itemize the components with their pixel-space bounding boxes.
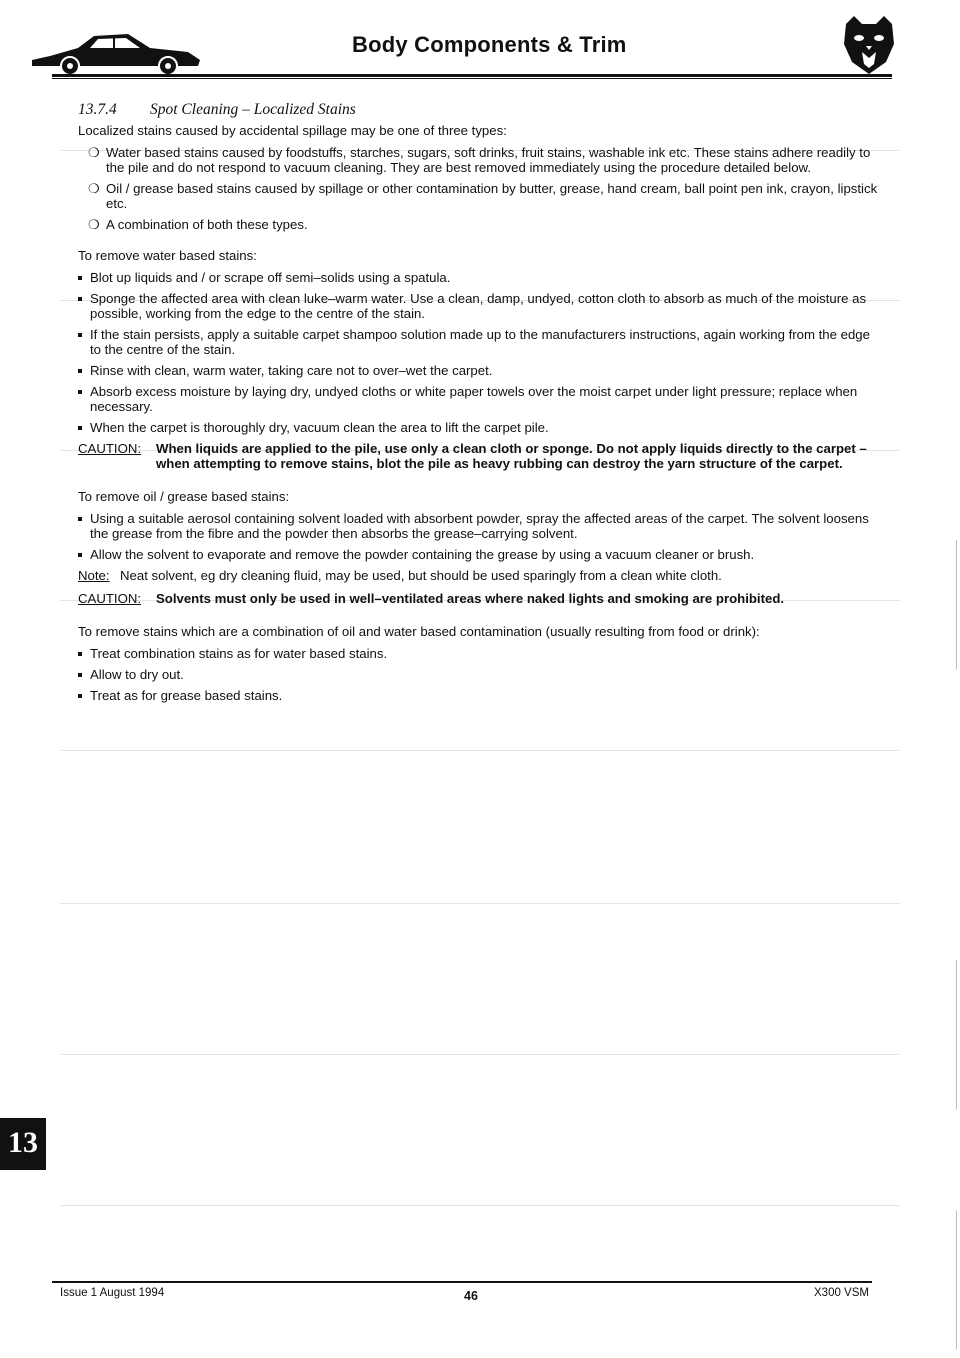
- scan-edge: [956, 540, 957, 670]
- page-number: 46: [464, 1289, 478, 1303]
- caution-text: When liquids are applied to the pile, use only a clean cloth or sponge. Do not apply liquids directly to the carpet – when attempting to remove stains, blot the pile as heavy rubbing can destroy the yarn structure of the carpet.: [156, 441, 867, 471]
- scan-edge: [956, 960, 957, 1110]
- stain-type-item: ❍ A combination of both these types.: [88, 217, 308, 232]
- stain-type-item: ❍ Water based stains caused by foodstuffs, starches, sugars, soft drinks, fruit stains, washable ink etc. These stains adhere readily to the pile and do not respond to vacuum cleaning. They are best removed immediately using the procedure detailed below.: [88, 145, 871, 175]
- square-bullet-icon: [78, 426, 82, 430]
- document-body: [78, 102, 878, 709]
- water-intro: To remove water based stains:: [78, 248, 257, 263]
- footer-issue: Issue 1 August 1994: [60, 1287, 165, 1299]
- scan-line: [60, 750, 900, 751]
- car-logo-icon: [30, 26, 202, 76]
- square-bullet-icon: [78, 297, 82, 301]
- square-bullet-icon: [78, 673, 82, 677]
- hollow-bullet-icon: ❍: [88, 145, 100, 160]
- section-number: 13.7.4: [78, 101, 117, 118]
- note-block: [78, 568, 878, 583]
- square-bullet-icon: [78, 694, 82, 698]
- square-bullet-icon: [78, 517, 82, 521]
- square-bullet-icon: [78, 369, 82, 373]
- section-intro: Localized stains caused by accidental spillage may be one of three types:: [78, 123, 507, 138]
- section-title: Spot Cleaning – Localized Stains: [150, 101, 356, 118]
- header-rule: [52, 74, 892, 77]
- oil-intro: To remove oil / grease based stains:: [78, 489, 290, 504]
- caution-block: [78, 441, 878, 471]
- hollow-bullet-icon: ❍: [88, 217, 100, 232]
- water-step: If the stain persists, apply a suitable carpet shampoo solution made up to the manufacturers instructions, again working from the edge to the centre of the stain.: [78, 327, 878, 357]
- oil-step: Allow the solvent to evaporate and remove the powder containing the grease by using a vacuum cleaner or brush.: [78, 547, 878, 562]
- square-bullet-icon: [78, 652, 82, 656]
- water-step: When the carpet is thoroughly dry, vacuum clean the area to lift the carpet pile.: [78, 420, 878, 435]
- square-bullet-icon: [78, 333, 82, 337]
- scan-line: [60, 1054, 900, 1055]
- water-step: Absorb excess moisture by laying dry, undyed cloths or white paper towels over the moist carpet under light pressure; replace when necessary.: [78, 384, 878, 414]
- page-header-title: Body Components & Trim: [352, 32, 627, 57]
- scan-line: [60, 903, 900, 904]
- caution-block: [78, 591, 878, 606]
- water-step: Rinse with clean, warm water, taking care not to over–wet the carpet.: [78, 363, 878, 378]
- jaguar-head-icon: [840, 14, 898, 76]
- chapter-tab-number: 13: [8, 1126, 38, 1159]
- scan-edge: [956, 1210, 957, 1350]
- chapter-tab: [0, 1118, 46, 1170]
- footer-rule: [52, 1281, 872, 1283]
- caution-label: CAUTION:: [78, 441, 142, 456]
- header-rule-thin: [52, 78, 892, 79]
- section-heading: [78, 102, 878, 117]
- note-label: Note:: [78, 568, 110, 583]
- combo-intro: To remove stains which are a combination of oil and water based contamination (usually resulting from food or drink):: [78, 624, 760, 639]
- footer-doc-id: X300 VSM: [814, 1287, 869, 1299]
- scan-line: [60, 1205, 900, 1206]
- combo-step: Treat as for grease based stains.: [78, 688, 878, 703]
- combo-step: Treat combination stains as for water based stains.: [78, 646, 878, 661]
- caution-text: Solvents must only be used in well–ventilated areas where naked lights and smoking are prohibited.: [156, 591, 785, 606]
- hollow-bullet-icon: ❍: [88, 181, 100, 196]
- square-bullet-icon: [78, 276, 82, 280]
- caution-label: CAUTION:: [78, 591, 142, 606]
- water-step: Sponge the affected area with clean luke–warm water. Use a clean, damp, undyed, cotton cloth to absorb as much of the moisture as possible, working from the edge to the centre of the stain.: [78, 291, 878, 321]
- square-bullet-icon: [78, 390, 82, 394]
- oil-step: Using a suitable aerosol containing solvent loaded with absorbent powder, spray the affected areas of the carpet. The solvent loosens the grease from the fibre and the powder then absorbs the grease–carrying solvent.: [78, 511, 878, 541]
- combo-step: Allow to dry out.: [78, 667, 878, 682]
- square-bullet-icon: [78, 553, 82, 557]
- note-text: Neat solvent, eg dry cleaning fluid, may be used, but should be used sparingly from a clean white cloth.: [120, 568, 722, 583]
- stain-type-item: ❍ Oil / grease based stains caused by spillage or other contamination by butter, grease, hand cream, ball point pen ink, crayon, lipstick etc.: [88, 181, 878, 211]
- water-step: Blot up liquids and / or scrape off semi–solids using a spatula.: [78, 270, 878, 285]
